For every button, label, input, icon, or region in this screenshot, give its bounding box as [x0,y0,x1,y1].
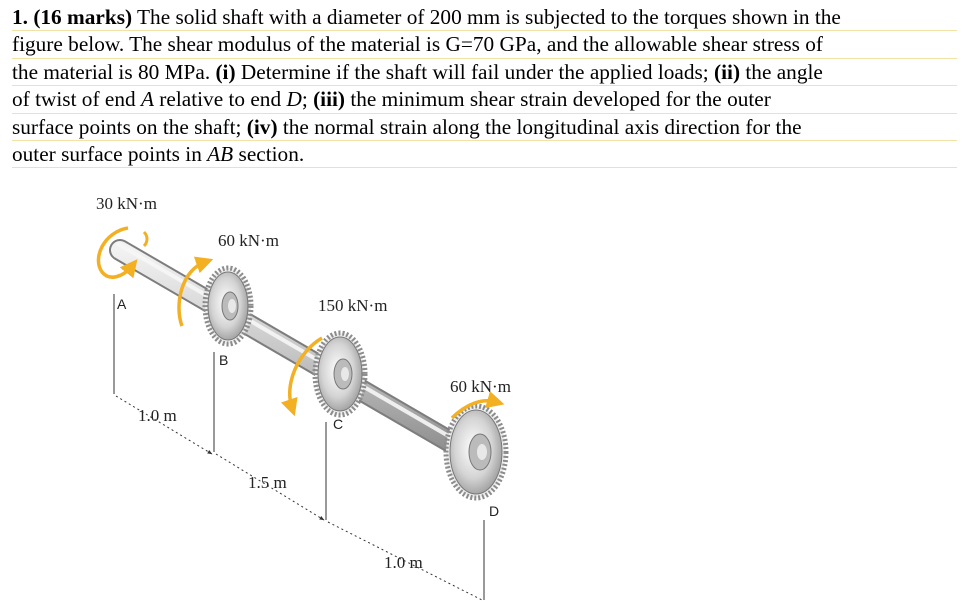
part-iii-text: the minimum shear strain developed for the outer [345,87,771,112]
gear-b [205,268,251,344]
problem-text-2: figure below. The shear modulus of the material is G=70 GPa, and the allowable shear stress of [12,32,824,57]
point-label-b: B [219,352,229,368]
point-label-c: C [333,416,344,432]
dimension-lines [114,294,484,600]
problem-number: 1. [12,5,28,29]
part-iii-label: (iii) [313,87,346,112]
part-iv-text: the normal strain along the longitudinal axis direction for the [277,114,802,139]
line6-b: section. [233,142,305,167]
line6-a: outer surface points in [12,142,208,167]
problem-text-3: the material is 80 MPa. [12,59,216,84]
line5-a: surface points on the shaft; [12,114,247,139]
part-i-label: (i) [215,59,236,84]
end-a-ref: A [140,87,154,112]
line4-b: relative to end [153,87,287,112]
gear-c [315,333,365,415]
part-ii-text: the angle [740,59,823,84]
torque-label-d: 60 kN·m [450,377,511,396]
length-label-cd: 1.0 m [384,553,423,572]
length-label-ab: 1.0 m [138,406,177,425]
section-ab-ref: AB [207,142,234,167]
line4-c: ; [301,87,314,112]
dim-arrow-ab [116,396,212,454]
shaft [118,244,478,458]
part-ii-label: (ii) [714,59,741,84]
problem-marks: (16 marks) [33,5,133,29]
part-i-text: Determine if the shaft will fail under the applied loads; [235,59,715,84]
line4-a: of twist of end [12,87,141,112]
torque-label-a: 30 kN·m [96,194,157,213]
torque-label-c: 150 kN·m [318,296,388,315]
end-d-ref: D [286,87,302,112]
point-label-a: A [117,296,127,312]
part-iv-label: (iv) [246,114,278,139]
length-label-bc: 1.5 m [248,473,287,492]
problem-text-1: The solid shaft with a diameter of 200 mm is subjected to the torques shown in the [132,5,841,29]
point-label-d: D [489,503,500,519]
torque-label-b: 60 kN·m [218,231,279,250]
gear-d [446,406,506,498]
